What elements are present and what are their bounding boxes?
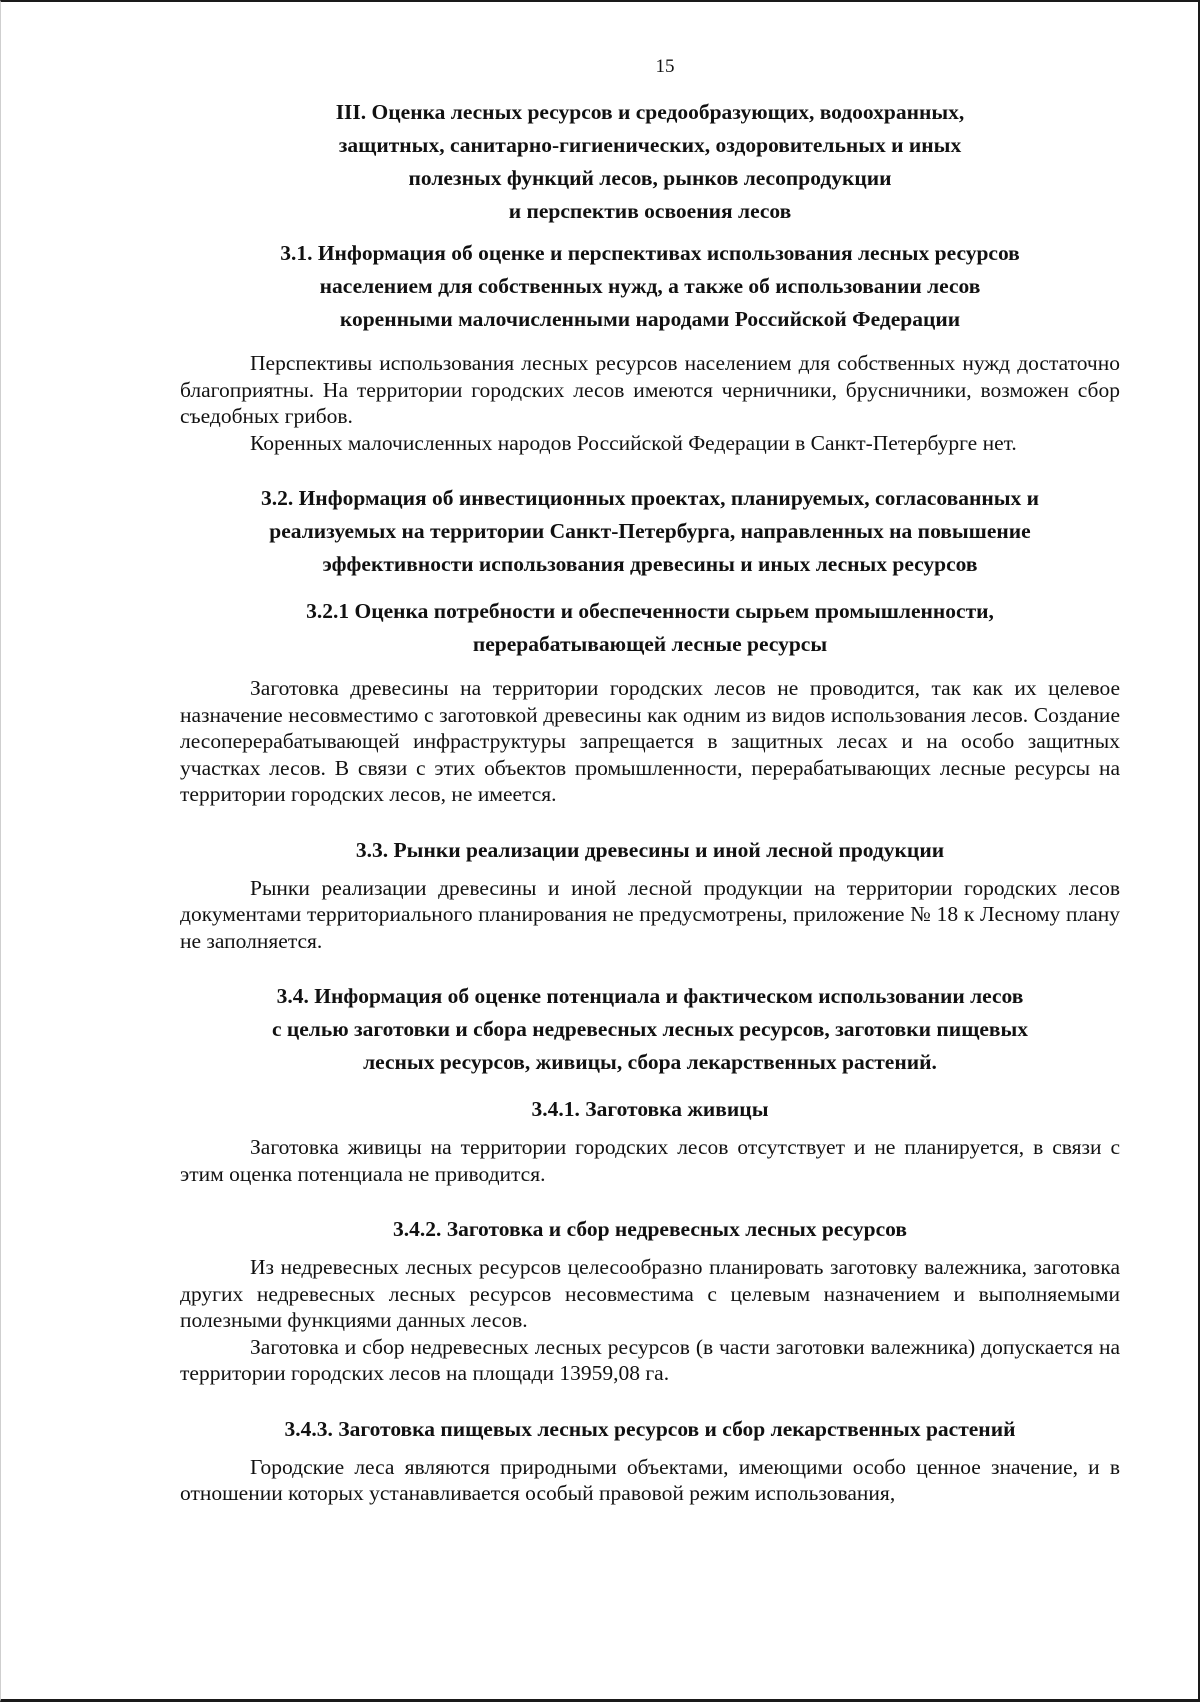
paragraph: Заготовка и сбор недревесных лесных ресурсов (в части заготовки валежника) допускается на территории городских лесов на площади 13959,08 га.	[180, 1334, 1120, 1385]
heading-line: коренными малочисленными народами Российской Федерации	[339, 307, 961, 331]
heading-line: и перспектив освоения лесов	[508, 199, 792, 223]
section-3-4-3-body	[180, 1454, 1120, 1507]
paragraph: Из недревесных лесных ресурсов целесообразно планировать заготовку валежника, заготовка других недревесных лесных ресурсов несовместима с целевым назначением и выполняемыми полезными функциями данных лесов.	[180, 1255, 1120, 1332]
section-3-3-heading: 3.3. Рынки реализации древесины и иной лесной продукции	[355, 837, 945, 862]
heading-line: 3.2. Информация об инвестиционных проектах, планируемых, согласованных и	[260, 486, 1040, 510]
heading-line: 3.4. Информация об оценке потенциала и фактическом использовании лесов	[276, 984, 1024, 1008]
section-3-3-body	[180, 875, 1120, 955]
section-3-4-1-heading: 3.4.1. Заготовка живицы	[531, 1097, 769, 1121]
page-number: 15	[655, 56, 675, 77]
section-3-2-1-heading	[180, 595, 1120, 661]
heading-line: защитных, санитарно-гигиенических, оздоровительных и иных	[338, 133, 962, 157]
paragraph: Перспективы использования лесных ресурсов населением для собственных нужд достаточно благоприятны. На территории городских лесов имеются черничники, брусничники, возможен сбор съедобных грибов.	[180, 351, 1120, 428]
heading-line: эффективности использования древесины и иных лесных ресурсов	[322, 552, 978, 576]
heading-line: перерабатывающей лесные ресурсы	[472, 632, 828, 656]
section-3-4-heading	[180, 980, 1120, 1079]
heading-line: населением для собственных нужд, а также об использовании лесов	[319, 274, 981, 298]
paragraph: Городские леса являются природными объектами, имеющими особо ценное значение, и в отношении которых устанавливается особый правовой режим использования,	[180, 1454, 1120, 1505]
section-3-1-body	[180, 350, 1120, 456]
heading-line: 3.2.1 Оценка потребности и обеспеченности сырьем промышленности,	[306, 599, 994, 623]
section-3-1-heading	[180, 237, 1120, 336]
paragraph: Заготовка живицы на территории городских лесов отсутствует и не планируется, в связи с этим оценка потенциала не приводится.	[180, 1135, 1120, 1186]
section-3-2-1-body	[180, 675, 1120, 808]
section-3-4-2-heading: 3.4.2. Заготовка и сбор недревесных лесных ресурсов	[392, 1217, 908, 1241]
heading-line: III. Оценка лесных ресурсов и средообразующих, водоохранных,	[335, 100, 965, 124]
paragraph: Заготовка древесины на территории городских лесов не проводится, так как их целевое назначение несовместимо с заготовкой древесины как одним из видов использования лесов. Создание лесоперерабатывающей инфраструктуры запрещается в защитных лесах и на особо защитных участках лесов. В связи с этих объектов промышленности, перерабатывающих лесные ресурсы на территории городских лесов, не имеется.	[180, 676, 1120, 806]
section-3-4-1-body	[180, 1134, 1120, 1187]
section-3-4-2-body	[180, 1254, 1120, 1387]
heading-line: полезных функций лесов, рынков лесопродукции	[408, 166, 892, 190]
paragraph: Коренных малочисленных народов Российской Федерации в Санкт-Петербурге нет.	[250, 430, 1017, 455]
heading-line: реализуемых на территории Санкт-Петербурга, направленных на повышение	[269, 519, 1031, 543]
chapter-heading	[180, 96, 1120, 228]
heading-line: с целью заготовки и сбора недревесных лесных ресурсов, заготовки пищевых	[271, 1017, 1029, 1041]
heading-line: 3.1. Информация об оценке и перспективах использования лесных ресурсов	[280, 241, 1020, 265]
paragraph: Рынки реализации древесины и иной лесной продукции на территории городских лесов документами территориального планирования не предусмотрены, приложение № 18 к Лесному плану не заполняется.	[180, 875, 1120, 953]
document-page	[180, 56, 1120, 1529]
section-3-4-3-heading: 3.4.3. Заготовка пищевых лесных ресурсов и сбор лекарственных растений	[284, 1416, 1016, 1441]
section-3-2-heading	[180, 482, 1120, 581]
heading-line: лесных ресурсов, живицы, сбора лекарственных растений.	[363, 1050, 937, 1074]
